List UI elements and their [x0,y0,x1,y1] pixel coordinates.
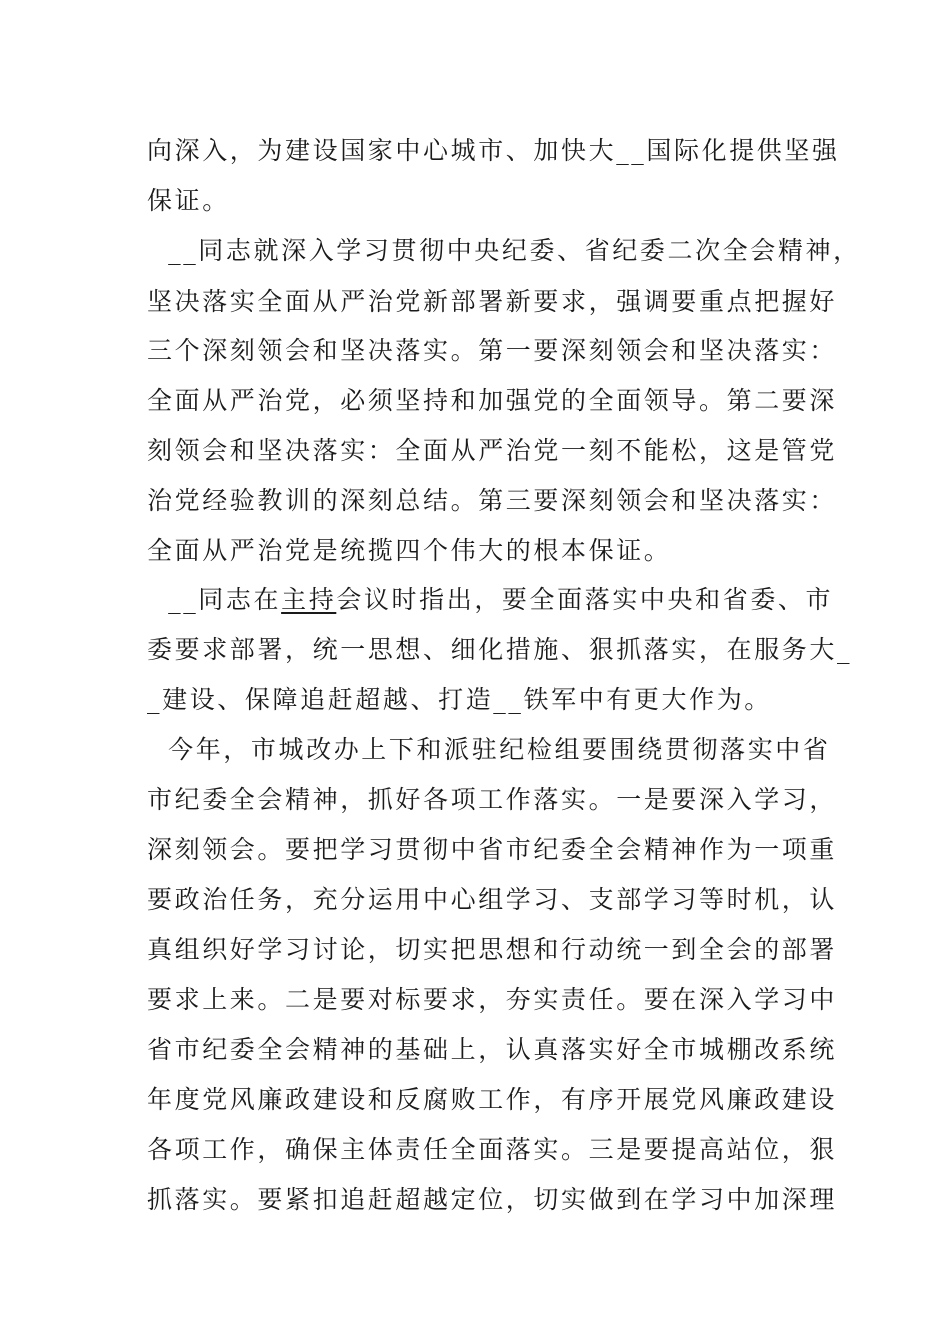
text-line: 各项工作，确保主体责任全面落实。三是要提高站位，狠 [147,1135,838,1164]
text-fragment: __同志在 [147,585,282,614]
underlined-text: 主持 [281,585,337,614]
text-line: 三个深刻领会和坚决落实。第一要深刻领会和坚决落实： [147,336,838,365]
text-line: 全面从严治党，必须坚持和加强党的全面领导。第二要深 [147,386,838,415]
text-line: 全面从严治党是统揽四个伟大的根本保证。 [147,536,672,565]
text-line: 治党经验教训的深刻总结。第三要深刻领会和坚决落实： [147,486,838,515]
text-line: 要求上来。二是要对标要求，夯实责任。要在深入学习中 [147,985,838,1014]
text-line: 真组织好学习讨论，切实把思想和行动统一到全会的部署 [147,935,838,964]
text-line: 抓落实。要紧扣追赶超越定位，切实做到在学习中加深理 [147,1185,838,1214]
text-line: 省市纪委全会精神的基础上，认真落实好全市城棚改系统 [147,1035,838,1064]
text-line: 委要求部署，统一思想、细化措施、狠抓落实，在服务大_ [147,635,853,664]
text-line: 深刻领会。要把学习贯彻中省市纪委全会精神作为一项重 [147,835,838,864]
text-line: 刻领会和坚决落实：全面从严治党一刻不能松，这是管党 [147,436,838,465]
text-line: 市纪委全会精神，抓好各项工作落实。一是要深入学习， [147,785,838,814]
text-line: 坚决落实全面从严治党新部署新要求，强调要重点把握好 [147,287,838,316]
text-line: 保证。 [147,186,230,215]
text-line: 今年，市城改办上下和派驻纪检组要围绕贯彻落实中省 [147,735,831,764]
text-fragment: 会议时指出，要全面落实中央和省委、市 [336,585,834,614]
text-line: __同志就深入学习贯彻中央纪委、省纪委二次全会精神， [147,236,861,265]
text-line [147,585,833,615]
text-line: 向深入，为建设国家中心城市、加快大__国际化提供坚强 [147,136,840,165]
text-line: _建设、保障追赶超越、打造__铁军中有更大作为。 [147,685,772,714]
text-line: 年度党风廉政建设和反腐败工作，有序开展党风廉政建设 [147,1085,838,1114]
text-line: 要政治任务，充分运用中心组学习、支部学习等时机，认 [147,885,838,914]
